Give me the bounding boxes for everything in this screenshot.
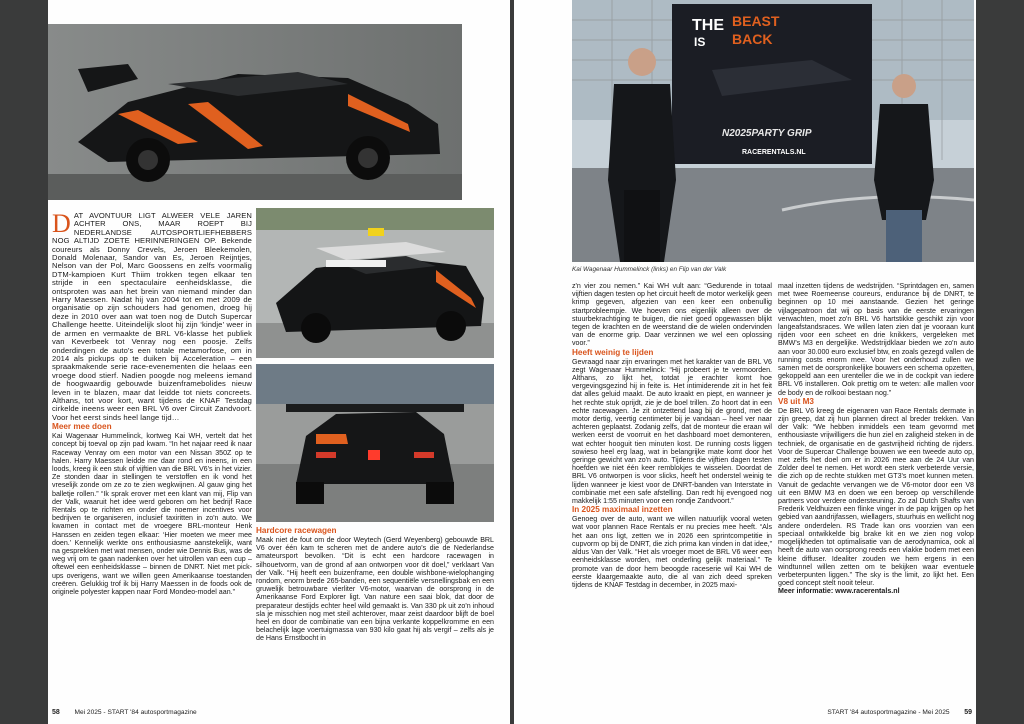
heading-weinig-te-lijden: Heeft weinig te lijden: [572, 347, 654, 357]
left-column-2: [256, 526, 494, 643]
right-footer-text: START '84 autosportmagazine - Mei 2025: [827, 709, 950, 716]
right-footer: [827, 709, 972, 716]
heading-2025-inzetten: In 2025 maximaal inzetten: [572, 505, 673, 515]
left-page-number: 58: [52, 709, 60, 716]
banner-text-is: IS: [694, 35, 706, 49]
paragraph-hardcore-racewagen: Maak niet de fout om de door Weytech (Gerd Weyenberg) gebouwde BRL V6 over één kam te scheren met de andere auto's die de Nederlandse amateursport bevolken. “Dit is echt een hardcore racewagen in silhouetvorm, van de grond af aan ontworpen voor dit doel,” verklaart Van der Valk. “Hij heeft een buizenframe, een double wishbone-wielophanging rondom, enorm brede 265-banden, een sequentiële versnellingsbak en een gruwelijk betrouwbare vierliter V6-motor, waarvan de oorsprong in de Amerikaanse Ford Explorer ligt. Van nature een saai blok, dat door de preparateur destijds echter heel wild gemaakt is. Van 330 pk uit zo'n inhoud sla je misschien nog met steil achterover, maar zeist daardoor blijft de boel heel en door de combinatie van een bijna verkante koppelkromme en een belachelijk lage voertuigmassa van 930 kilo gaat hij als vergif – zelfs als je de Hans Ernstbocht in: [256, 536, 494, 643]
lead-upper-text: AT AVONTUUR LIGT ALWEER VELE JAREN ACHTER ONS, MAAR ROEPT BIJ NEDERLANDSE AUTOSPORTLIEFHEBBERS NOG ALTIJD ZOETE HERINNERINGEN OP.: [52, 211, 252, 246]
paragraph-weinig-te-lijden: Gevraagd naar zijn ervaringen met het karakter van de BRL V6 zegt Wagenaar Hummelinck: “Hij probeert je te vermoorden. Althans, zo lijkt het, totdat je erachter komt hoe vergevingsgezind hij in feite is. Het intimiderende zit in het feit dat alles geluid maakt. De auto kraakt en piept, en wanneer je het rechte stuk oprijdt, zie je de boel trillen. Zo hoort dat in een echte racewagen. Je zit ontzettend laag bij de grond, met de motor dertig, veertig centimeter bij je vandaan – heel ver naar achteren geplaatst. Zodanig zelfs, dat de monteur die eraan wil werken eerst de voorruit en het dashboard moet demonteren, wat echter hooguit tien minuten kost. De running costs liggen sowieso heel erg laag, wat in belangrijke mate komt door het geringe gewicht van zo'n auto. Tijdens die vijftien dagen testen hoefden we niet één keer remblokjes te wisselen. Doordat de BRL V6 ontworpen is voor slicks, heeft het onderstel weinig te lijden wanneer je kiest voor de DNRT-banden van Interstate in combinatie met een safe afstelling. Dan redt hij evengoed nog makkelijk 1:55 minuten voor een rondje Zandvoort.”: [572, 357, 772, 506]
more-info-line: Meer informatie: www.racerentals.nl: [778, 587, 900, 596]
left-column-1: [52, 209, 252, 597]
right-page: [514, 0, 976, 724]
drop-cap: D: [52, 209, 71, 238]
right-page-number: 59: [964, 709, 972, 716]
heading-v8-uit-m3: V8 uit M3: [778, 396, 814, 406]
left-footer-text: Mei 2025 - START '84 autosportmagazine: [74, 709, 197, 716]
paragraph-v8-uit-m3: De BRL V6 kreeg de eigenaren van Race Rentals dermate in zijn greep, dat zij hun plannen direct al breder trekken. Van der Valk: “We hebben inmiddels een team gevormd met enthousiaste vrijwilligers die hun ziel en zaligheid steken in de techniek, de organisatie en de gastvrijheid richting de rijders. Voor de Supercar Challenge bouwen we een tweede auto op, met zelfs het doel om er in 2026 mee aan de 24 Uur van Zolder deel te nemen. Het wordt een sterk verbeterde versie, die zich op de rechte stukken met GT3's moet kunnen meten. Vanuit de gedachte vervangen we de V6-motor door een V8 uit een BMW M3 en doen we een beroep op verschillende partners voor verdere ondersteuning. Zo zal Dutch Shafts van Frederik Veldhuizen een flinke vinger in de pap krijgen op het gebied van aandrijfassen, wiellagers, stuurhuis en wellicht nog andere onderdelen. RS Trade kan ons voorzien van een speciaal ontwikkelde big brake kit en we zien nog volop mogelijkheden tot optimalisatie van de aerodynamica, ook al heeft de auto van oorsprong reeds een vlakke bodem met een kleine diffuser. Idealiter zouden we hem ergens in een windtunnel willen zetten om te bekijken waar eventuele verbeterpunten liggen.” The sky is the limit, zo lijkt het. Een goed concept stelt nooit teleur.: [778, 406, 974, 588]
paragraph-col2-continued: maal inzetten tijdens de wedstrijden. “Sprintdagen en, samen met twee Roemeense coureurs, endurance bij de DNRT, te beginnen op 10 mei aanstaande. Gezien het geringe vijlagepatroon dat wij op basis van de eerste ervaringen verwachten, moet zo'n BRL V6 hartstikke geschikt zijn voor langeafstandsraces. We willen laten zien dat je vooraan kunt rijden voor een scheet en drie knikkers, vergeleken met BMW's M3 en dergelijke. Wedstrijdklaar bieden we zo'n auto aan voor 30.000 euro exclusief btw, en zoals gezegd vallen de running costs enorm mee. Voor het onderhoud zullen we samen met de oorspronkelijke bouwers een schema opzetten, gekoppeld aan een urenteller die we in de cockpit van iedere BRL V6 installeren. Ook prettig om te weten: alle mallen voor de body en de rolkooi bestaan nog.”: [778, 282, 974, 397]
banner-text-beast: BEAST: [732, 13, 780, 29]
right-column-2: [778, 282, 974, 596]
photo-car-side: [48, 24, 462, 200]
heading-hardcore-racewagen: Hardcore racewagen: [256, 526, 337, 535]
lead-body-text: Bekende coureurs als Donny Crevels, Jeroen Bleekemolen, Donald Molenaar, Sandor van Es, Jeroen Reijntjes, Nelson van der Pol, Marc Goossens en zelfs voormalig DTM-kampioen Kurt Thiim trokken tegen elkaar ten strijde in een spectaculaire eenheidsklasse, die ontsproten was aan het brein van niemand minder dan Harry Maessen. Nadat hij van 2004 tot en met 2009 de organisatie op zijn schouders had genomen, droeg hij deze in 2010 over aan wat toen nog de Dutch Supercar Challenge heette. Uiteindelijk sloot hij zijn ‘kindje’ weer in de armen en vermaakte de BRL V6-klasse het publiek van Keverbeek tot Venray nog een poosje. Zelfs onderdingen de auto's een totale metamorfose, om in 2014 als pickups op te duiken bij Acceleration – een spraakmakende serie race-evenementen die helaas een vroege dood stierf. Nadien poogde nog meleens iemand de hoogwaardig gebouwde buizenframebolides nieuw leven in te blazen, maar dat leidde tot niets concreets. Althans, tot voor kort, want tijdens de KNAF Testdag cirkelde ineens weer een BRL V6 over Circuit Zandvoort. Voor het eerst sinds heel lange tijd…: [52, 236, 252, 422]
banner-brand: RACERENTALS.NL: [742, 149, 806, 156]
left-footer: [52, 709, 197, 716]
left-page: [48, 0, 510, 724]
banner-slogan: N2025PARTY GRIP: [722, 128, 812, 139]
photo-car-taxi: [256, 208, 494, 358]
banner-text-back: BACK: [732, 31, 773, 47]
photo-team-portrait: [572, 0, 974, 262]
photo-caption: Kai Wagenaar Hummelinck (links) en Flip van der Valk: [572, 266, 727, 273]
paragraph-meer-mee-doen: Kai Wagenaar Hummelinck, kortweg Kai WH, vertelt dat het concept bij toeval op zijn pad kwam. “In het najaar reed ik naar Raceway Venray om een motor van een Nissan 350Z op te halen. Harry Maessen leidde me daar rond en ineens, in een loods, kreeg ik een stuk of vijftien van die BRL V6's in het vizier. Ze stonden daar in stellingen te verstoffen en ik vond het vreselijk zonde om ze zo te zien wegkwijnen. Al gauw ging het balletje rollen.” “Ik sprak erover met een klant van mij, Flip van der Valk, waaruit het idee werd geboren om het bedrijf Race Rentals op te richten en onder die noemer incentives voor bedrijven te organiseren, inclusief taxiritten in zo'n auto. We kwamen in contact met de vroegere BRL-monteur Henk Hanssen en zeiden tegen elkaar: ‘Hier moeten we meer mee doen.’ Kennelijk werkte ons enthousiasme aanstekelijk, want na gesprekken met wat mensen, onder wie Dennis Bus, was de weg vrij om te gaan nadenken over het uitrollen van een cup – oftewel een eenheidsklasse – binnen de DNRT. Niet met pick-ups overigens, want we willen geen Amerikaanse toestanden creëren. Gelukkig trof ik bij Harry Maessen in de foods ook de originele polyester kappen naar Ford Mondeo-model aan.”: [52, 432, 252, 597]
photo-car-rear: [256, 364, 494, 522]
lead-paragraph: [52, 209, 252, 422]
right-column-1: [572, 282, 772, 589]
heading-meer-mee-doen: Meer mee doen: [52, 422, 112, 432]
banner-text-the: THE: [692, 17, 724, 34]
paragraph-continued: z'n vier zou nemen.” Kai WH vult aan: “Gedurende in totaal vijftien dagen testen op het circuit heeft de motor werkelijk geen krimp gegeven, afgezien van een keer een onbenullig startprobleempje. We hoeven ons eigenlijk alleen over de stuurbekrachtiging te buigen, die niet goed opgewassen blijkt tegen de krachten en de weerstand die de wielen ondervinden van de enorme grip. Daar verzinnen we wel een oplossing voor.”: [572, 282, 772, 348]
paragraph-2025-inzetten: Genoeg over de auto, want we willen natuurlijk vooral weten wat voor plannen Race Rentals er nu precies mee heeft. “Als het aan ons ligt, zetten we in 2026 een sprintcompetitie in cupvorm op bij de DNRT, die zich prima kan vinden in dat idee,” aldus Van der Valk. “Het als vroeger moet de BRL V6 weer een eenheidsklasse worden, met onderling gelijk materiaal.” Te promote van de door hem beoogde raceserie wil Kai WH de eerste klaargemaakte auto, die al van zich deed spreken tijdens de KNAF Testdag in december, in 2025 maxi-: [572, 515, 772, 589]
